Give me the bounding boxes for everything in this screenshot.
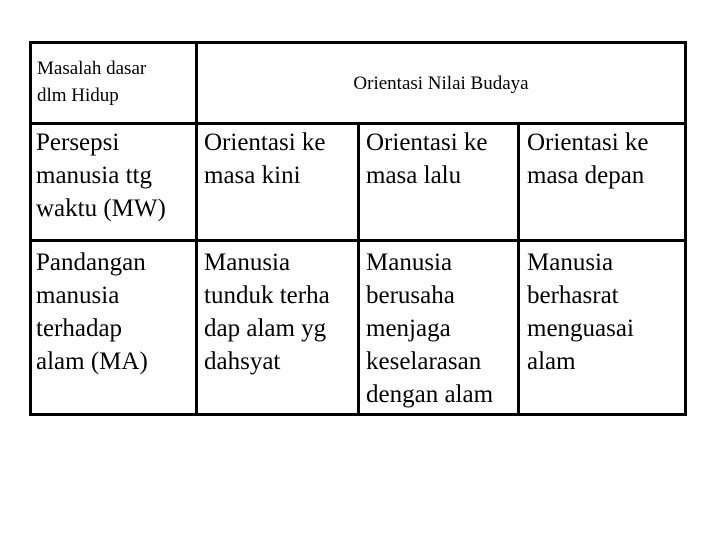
header-corner-cell: Masalah dasar dlm Hidup — [37, 58, 147, 106]
row-time-cell-past: Orientasi ke masa lalu — [366, 129, 488, 189]
row-divider — [29, 239, 687, 242]
row-time-cell-present: Orientasi ke masa kini — [204, 129, 326, 189]
row-nature-cell-master: Manusia berhasrat menguasai alam — [527, 249, 634, 375]
row-nature-cell-submit: Manusia tunduk terha dap alam yg dahsyat — [204, 249, 330, 375]
column-divider — [195, 41, 198, 416]
row-nature-cell-harmony: Manusia berusaha menjaga keselarasan dengan alam — [366, 249, 494, 408]
row-time-cell-future: Orientasi ke masa depan — [527, 129, 649, 189]
column-divider — [357, 125, 360, 416]
row-divider — [29, 122, 687, 125]
row-label-time: Persepsi manusia ttg waktu (MW) — [36, 129, 166, 222]
row-label-nature: Pandangan manusia terhadap alam (MA) — [36, 249, 148, 375]
column-divider — [517, 125, 520, 416]
header-span-cell: Orientasi Nilai Budaya — [353, 73, 529, 94]
